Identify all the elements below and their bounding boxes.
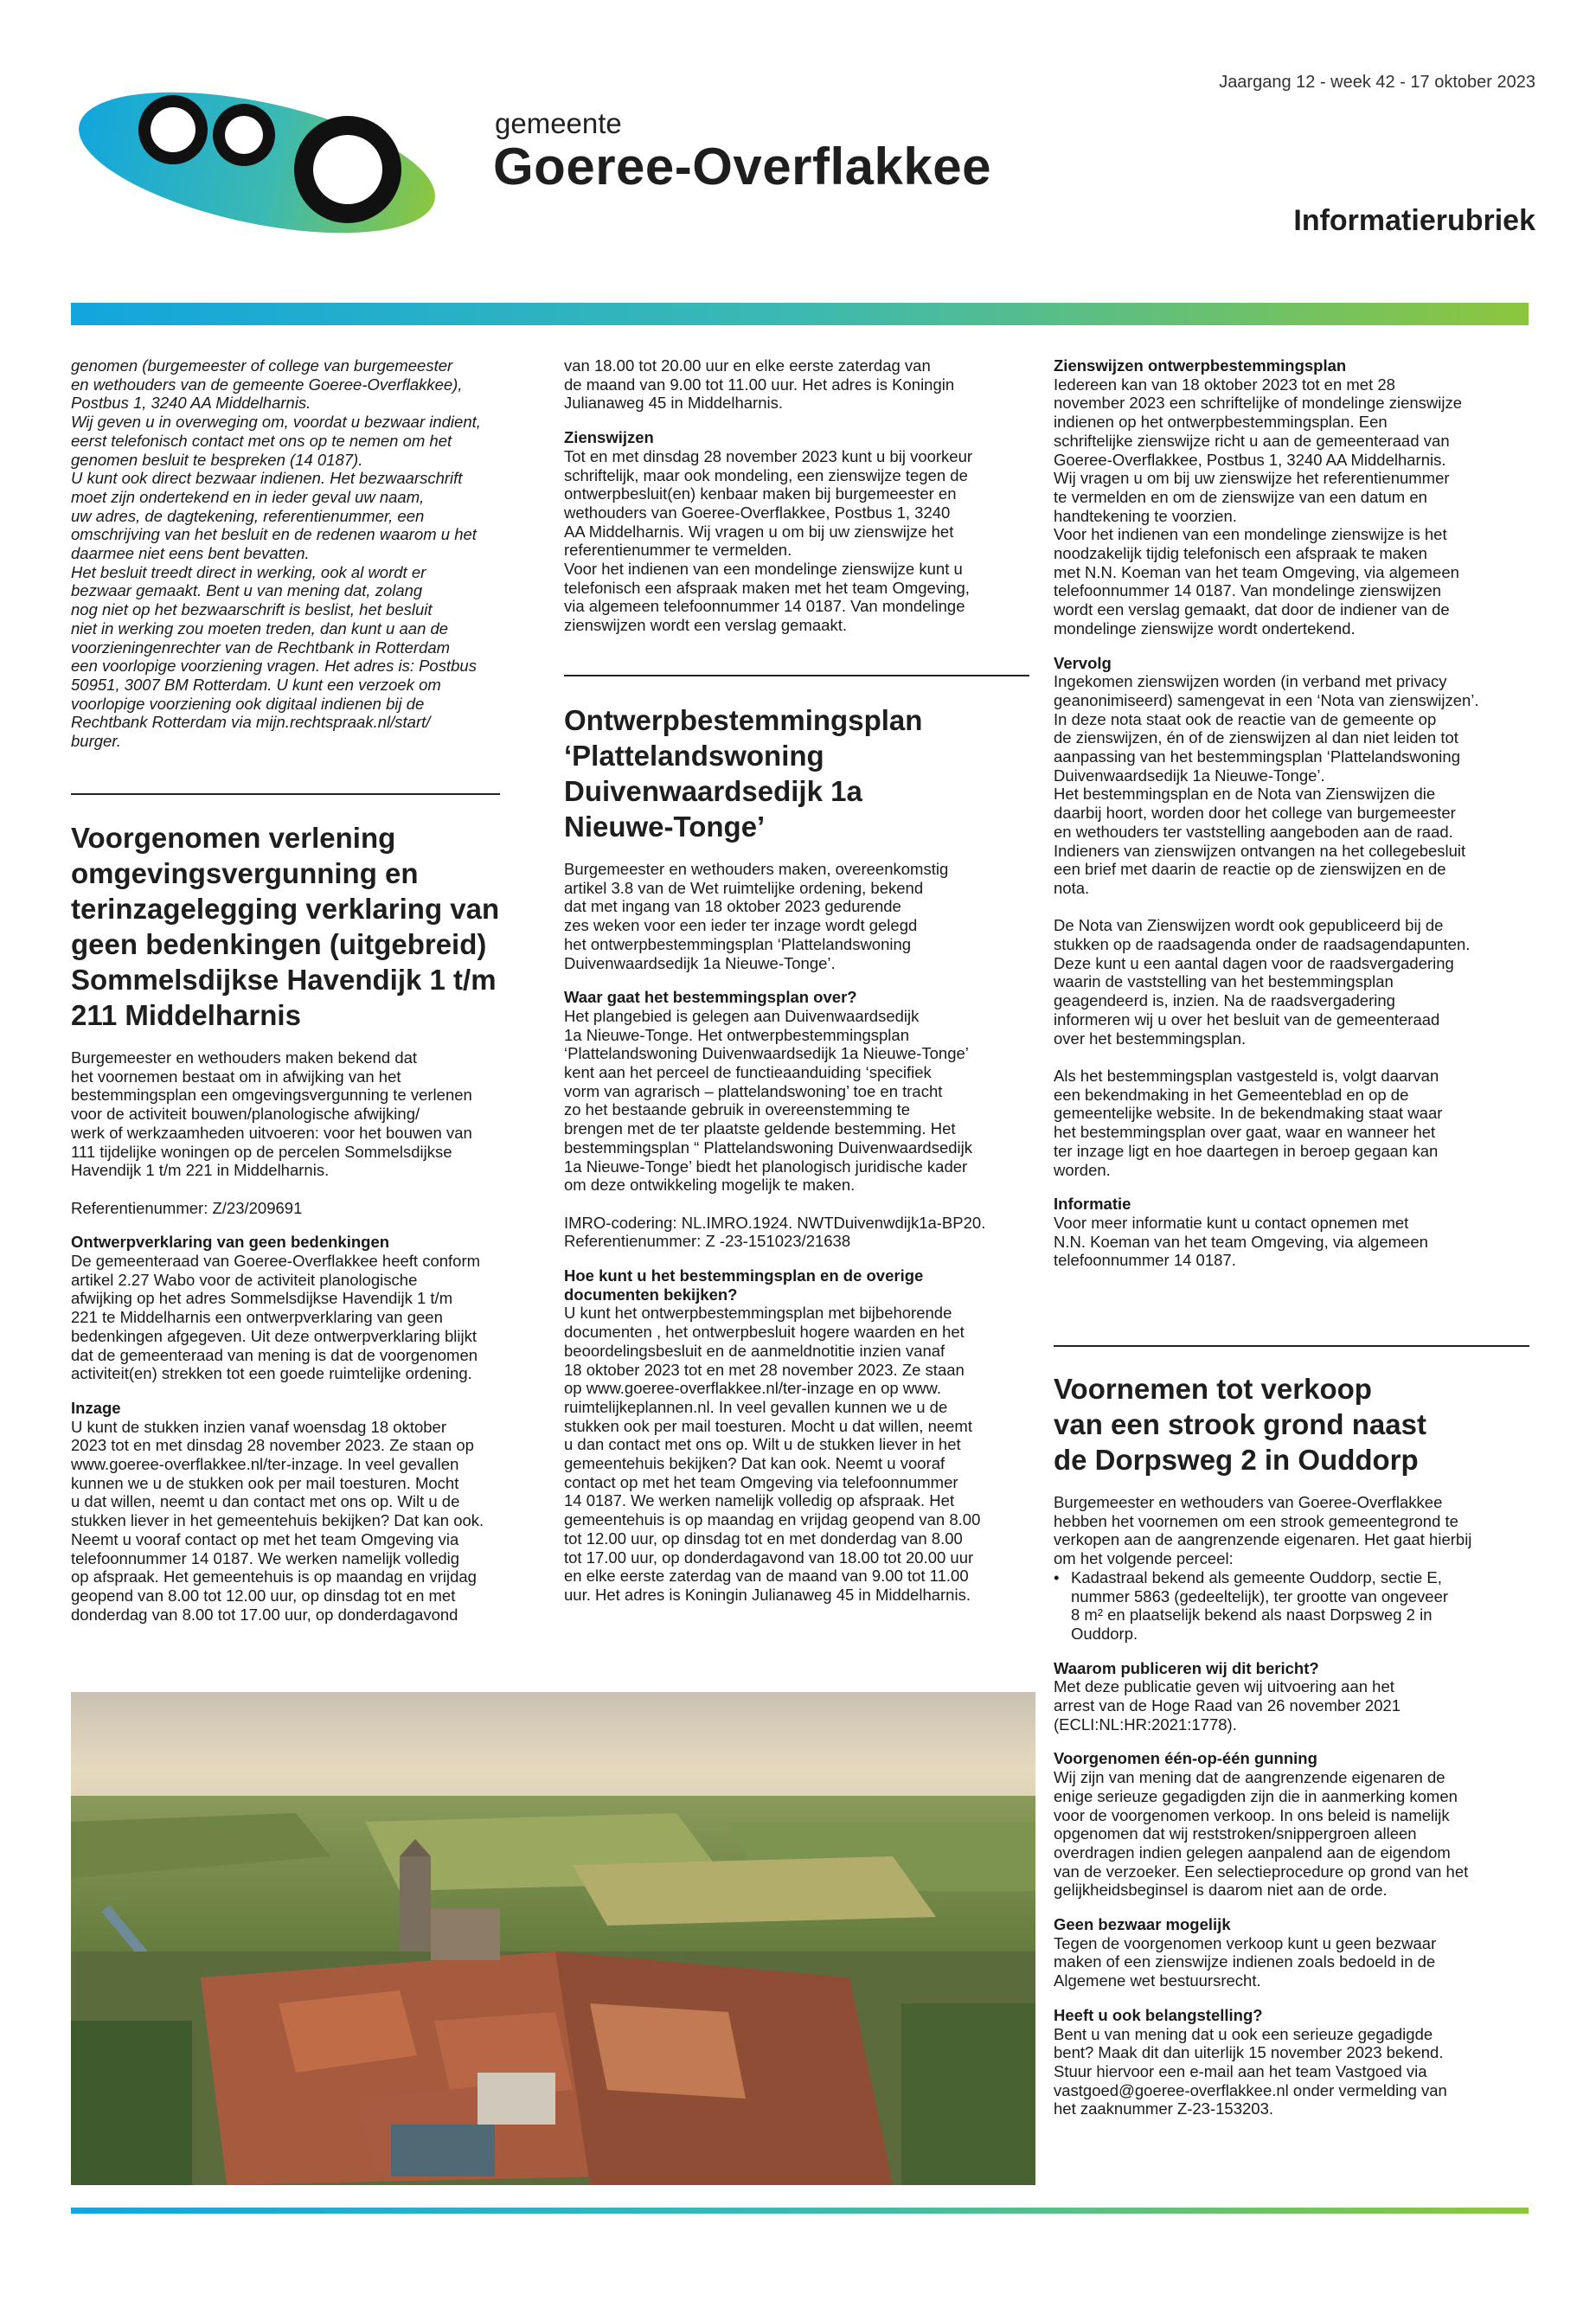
subheading: Hoe kunt u het bestemmingsplan en de overige	[564, 1266, 924, 1285]
bullet-icon: •	[1054, 1567, 1060, 1586]
subheading: Waarom publiceren wij dit bericht?	[1054, 1658, 1319, 1677]
reference-number: Referentienummer: Z/23/209691	[71, 1198, 303, 1217]
brand-prefix: gemeente	[495, 107, 622, 139]
subheading: documenten bekijken?	[564, 1285, 738, 1304]
subheading: Zienswijzen	[564, 428, 654, 447]
bezwaar-text: genomen (burgemeester of college van burgemeester en wethouders van de gemeente Goeree-Overflakkee), Postbus 1, 3240 AA Middelharnis. Wij geven u in overweging om, voordat u bezwaar indient, eerst telefonisch contact met ons op te nemen om het genomen besluit te bespreken (14 0187). U kunt ook direct bezwaar indienen. Het bezwaarschrift moet zijn ondertekend en in ieder geval uw naam, uw adres, de dagtekening, referentienummer, een omschrijving van het besluit en de redenen waarom u het daarmee niet eens bent bevatten. Het besluit treedt direct in werking, ook al wordt er bezwaar gemaakt. Bent u van mening dat, zolang nog niet op het bezwaarschrift is beslist, het besluit niet in werking zou moeten treden, dan kunt u aan de voorzieningenrechter van de Rechtbank in Rotterdam een voorlopige voorziening vragen. Het adres is: Postbus 50951, 3007 BM Rotterdam. U kunt een verzoek om voorlopige voorziening ook digitaal indienen bij de Rechtbank Rotterdam via mijn.rechtspraak.nl/start/ burger.	[71, 356, 481, 751]
article-heading: Voornemen tot verkoop van een strook grond naast de Dorpsweg 2 in Ouddorp	[1054, 1373, 1426, 1476]
subheading: Waar gaat het bestemmingsplan over?	[564, 988, 857, 1007]
article-heading: Voorgenomen verlening omgevingsvergunning en terinzagelegging verklaring van geen bedenkingen (uitgebreid) Sommelsdijkse Havendijk 1 t/m 211 Middelharnis	[71, 822, 500, 1031]
reference-number: Referentienummer: Z -23-151023/21638	[564, 1232, 851, 1251]
divider	[564, 675, 1029, 676]
column-2: van 18.00 tot 20.00 uur en elke eerste zaterdag van de maand van 9.00 tot 11.00 uur. Het adres is Koningin Julianaweg 45 in Middelharnis. Zienswijzen Tot en met dinsdag 28 november 2023 kunt u bij voorkeur schriftelijk, maar ook mondeling, een zienswijze tegen de ontwerpbesluit(en) kenbaar maken bij burgemeester en wethouders van Goeree-Overflakkee, Postbus 1, 3240 AA Middelharnis. Wij vragen u om bij uw zienswijze het referentienummer te vermelden. Voor het indienen van een mondelinge zienswijze kunt u telefonisch een afspraak maken met het team Omgeving, via algemeen telefoonnummer 14 0187. Van mondelinge zienswijzen wordt een verslag gemaakt.	[564, 356, 1014, 635]
divider	[1054, 1345, 1529, 1347]
subheading: Heeft u ook belangstelling?	[1054, 2005, 1263, 2024]
subheading: Voorgenomen één-op-één gunning	[1054, 1749, 1317, 1768]
header-color-band	[71, 303, 1529, 325]
column-3-article: Voornemen tot verkoop van een strook grond naast de Dorpsweg 2 in Ouddorp Burgemeester en wethouders van Goeree-Overflakkee hebben het voornemen om een strook gemeentegrond te verkopen aan de aangrenzende eigenaren. Het gaat hierbij om het volgende perceel: • Kadastraal bekend als gemeente Ouddorp, sectie E, nummer 5863 (gedeeltelijk), ter grootte van ongeveer 8 m² en plaatselijk bekend als naast Dorpsweg 2 in Ouddorp. Waarom publiceren wij dit bericht? Met deze publicatie geven wij uitvoering aan het arrest van de Hoge Raad van 26 november 2021 (ECLI:NL:HR:2021:1778). Voorgenomen één-op-één gunning Wij zijn van mening dat de aangrenzende eigenaren de enige serieuze gegadigden zijn die in aanmerking komen voor de voorgenomen verkoop. In ons beleid is namelijk opgenomen dat wij reststroken/snippergroen alleen overdragen indien gelegen aanpalend aan de eigendom van de verzoeker. Een selectieprocedure op grond van het gelijkheidsbeginsel is daarom niet aan de orde. Geen bezwaar mogelijk Tegen de voorgenomen verkoop kunt u geen bezwaar maken of een zienswijze indienen zoals bedoeld in de Algemene wet bestuursrecht. Heeft u ook belangstelling? Bent u van mening dat u ook een serieuze gegadigde bent? Maak dit dan uiterlijk 15 november 2023 bekend. Stuur hiervoor een e-mail aan het team Vastgoed via vastgoed@goeree-overflakkee.nl onder vermelding van het zaaknummer Z-23-153203.	[1054, 1371, 1538, 2118]
brand-title: Goeree-Overflakkee	[493, 138, 992, 195]
aerial-town-photo	[71, 1692, 1035, 2185]
article-heading: Ontwerpbestemmingsplan ‘Plattelandswoning Duivenwaardsedijk 1a Nieuwe-Tonge’	[564, 704, 923, 843]
email-link[interactable]: vastgoed@goeree-overflakkee.nl onder vermelding van	[1054, 2080, 1447, 2099]
municipality-logo	[71, 76, 443, 249]
column-3: Zienswijzen ontwerpbestemmingsplan Iedereen kan van 18 oktober 2023 tot en met 28 november 2023 een schriftelijke of mondelinge zienswijze indienen op het ontwerpbestemmingsplan. Een schriftelijke zienswijze richt u aan de gemeenteraad van Goeree-Overflakkee, Postbus 1, 3240 AA Middelharnis. Wij vragen u om bij uw zienswijze het referentienummer te vermelden en om de zienswijze van een datum en handtekening te voorzien. Voor het indienen van een mondelinge zienswijze is het noodzakelijk tijdig telefonisch een afspraak te maken met N.N. Koeman van het team Omgeving, via algemeen telefoonnummer 14 0187. Van mondelinge zienswijzen wordt een verslag gemaakt, dat door de indiener van de mondelinge zienswijze wordt ondertekend. Vervolg Ingekomen zienswijzen worden (in verband met privacy geanonimiseerd) samengevat in een ‘Nota van zienswijzen’. In deze nota staat ook de reactie van de gemeente op de zienswijzen, én of de zienswijzen al dan niet leiden tot aanpassing van het bestemmingsplan ‘Plattelandswoning Duivenwaardsedijk 1a Nieuwe-Tonge’. Het bestemmingsplan en de Nota van Zienswijzen die daarbij hoort, worden door het college van burgemeester en wethouders ter vaststelling aangeboden aan de raad. Indieners van zienswijzen ontvangen na het collegebesluit een brief met daarin de reactie op de zienswijzen en de nota. De Nota van Zienswijzen wordt ook gepubliceerd bij de stukken op de raadsagenda onder de raadsagendapunten. Deze kunt u een aantal dagen voor de raadsvergadering waarin de vaststelling van het bestemmingsplan geagendeerd is, inzien. Na de raadsvergadering informeren wij u over het besluit van de gemeenteraad over het bestemmingsplan. Als het bestemmingsplan vastgesteld is, volgt daarvan een bekendmaking in het Gemeenteblad en op de gemeentelijke website. In de bekendmaking staat waar het bestemmingsplan over gaat, waar en wanneer het ter inzage ligt en hoe daartegen in beroep gegaan kan worden. Informatie Voor meer informatie kunt u contact opnemen met N.N. Koeman van het team Omgeving, via algemeen telefoonnummer 14 0187.	[1054, 356, 1538, 1270]
subheading: Inzage	[71, 1398, 121, 1417]
subheading: Informatie	[1054, 1195, 1131, 1214]
footer-color-band	[71, 2208, 1529, 2214]
subheading: Vervolg	[1054, 653, 1112, 672]
column-1	[71, 356, 503, 751]
column-2-article: Ontwerpbestemmingsplan ‘Plattelandswoning Duivenwaardsedijk 1a Nieuwe-Tonge’ Burgemeester en wethouders maken, overeenkomstig artikel 3.8 van de Wet ruimtelijke ordening, bekend dat met ingang van 18 oktober 2023 gedurende zes weken voor een ieder ter inzage wordt gelegd het ontwerpbestemmingsplan ‘Plattelandswoning Duivenwaardsedijk 1a Nieuwe-Tonge’. Waar gaat het bestemmingsplan over? Het plangebied is gelegen aan Duivenwaardsedijk 1a Nieuwe-Tonge. Het ontwerpbestemmingsplan ‘Plattelandswoning Duivenwaardsedijk 1a Nieuwe-Tonge’ kent aan het perceel de functieaanduiding ‘specifiek vorm van agrarisch – plattelandswoning’ toe en tracht zo het bestaande gebruik in overeenstemming te brengen met de ter plaatste geldende bestemming. Het bestemmingsplan “ Plattelandswoning Duivenwaardsedijk 1a Nieuwe-Tonge’ biedt het planologisch juridische kader om deze ontwikkeling mogelijk te maken. IMRO-codering: NL.IMRO.1924. NWTDuivenwdijk1a-BP20. Referentienummer: Z -23-151023/21638 Hoe kunt u het bestemmingsplan en de overige documenten bekijken? U kunt het ontwerpbestemmingsplan met bijbehorende documenten , het ontwerpbesluit hogere waarden en het beoordelingsbesluit en de aanmeldnotitie inzien vanaf 18 oktober 2023 tot en met 28 november 2023. Ze staan op www.goeree-overflakkee.nl/ter-inzage en op www. ruimtelijkeplannen.nl. In veel gevallen kunnen we u de stukken ook per mail toesturen. Mocht u dat willen, neemt u dan contact met ons op. Wilt u de stukken liever in het gemeentehuis bekijken? Dat kan ook. Neemt u vooraf contact op met het team Omgeving via telefoonnummer 14 0187. We werken namelijk volledig op afspraak. Het gemeentehuis is op maandag en vrijdag geopend van 8.00 tot 12.00 uur, op dinsdag tot en met donderdag van 8.00 tot 17.00 uur, op donderdagavond van 18.00 tot 20.00 uur en elke eerste zaterdag van de maand van 9.00 tot 11.00 uur. Het adres is Koningin Julianaweg 45 in Middelharnis.	[564, 702, 1018, 1605]
subheading: Geen bezwaar mogelijk	[1054, 1915, 1231, 1934]
subheading: Ontwerpverklaring van geen bedenkingen	[71, 1233, 390, 1252]
list-item: • Kadastraal bekend als gemeente Ouddorp, sectie E, nummer 5863 (gedeeltelijk), ter grootte van ongeveer 8 m² en plaatselijk bekend als naast Dorpsweg 2 in Ouddorp.	[1054, 1567, 1449, 1643]
column-1-article: Voorgenomen verlening omgevingsvergunning en terinzagelegging verklaring van geen bedenkingen (uitgebreid) Sommelsdijkse Havendijk 1 t/m 211 Middelharnis Burgemeester en wethouders maken bekend dat het voornemen bestaat om in afwijking van het bestemmingsplan een omgevingsvergunning te verlenen voor de activiteit bouwen/planologische afwijking/ werk of werkzaamheden uitvoeren: voor het bouwen van 111 tijdelijke woningen op de percelen Sommelsdijkse Havendijk 1 t/m 221 in Middelharnis. Referentienummer: Z/23/209691 Ontwerpverklaring van geen bedenkingen De gemeenteraad van Goeree-Overflakkee heeft conform artikel 2.27 Wabo voor de activiteit planologische afwijking op het adres Sommelsdijkse Havendijk 1 t/m 221 te Middelharnis een ontwerpverklaring van geen bedenkingen afgegeven. Uit deze ontwerpverklaring blijkt dat de gemeenteraad van mening is dat de voorgenomen activiteit(en) strekken tot een goede ruimtelijke ordening. Inzage U kunt de stukken inzien vanaf woensdag 18 oktober 2023 tot en met dinsdag 28 november 2023. Ze staan op www.goeree-overflakkee.nl/ter-inzage. In veel gevallen kunnen we u de stukken ook per mail toesturen. Mocht u dat willen, neemt u dan contact met ons op. Wilt u de stukken liever in het gemeentehuis bekijken? Dat kan ook. Neemt u vooraf contact op met het team Omgeving via telefoonnummer 14 0187. We werken namelijk volledig op afspraak. Het gemeentehuis is op maandag en vrijdag geopend van 8.00 tot 12.00 uur, op dinsdag tot en met donderdag van 8.00 tot 17.00 uur, op donderdagavond	[71, 820, 503, 1624]
imro-code: IMRO-codering: NL.IMRO.1924. NWTDuivenwdijk1a-BP20.	[564, 1213, 986, 1232]
divider	[71, 793, 500, 795]
subheading: Zienswijzen ontwerpbestemmingsplan	[1054, 356, 1347, 375]
issue-info: Jaargang 12 - week 42 - 17 oktober 2023	[1219, 73, 1535, 92]
section-title: Informatierubriek	[1293, 204, 1535, 237]
